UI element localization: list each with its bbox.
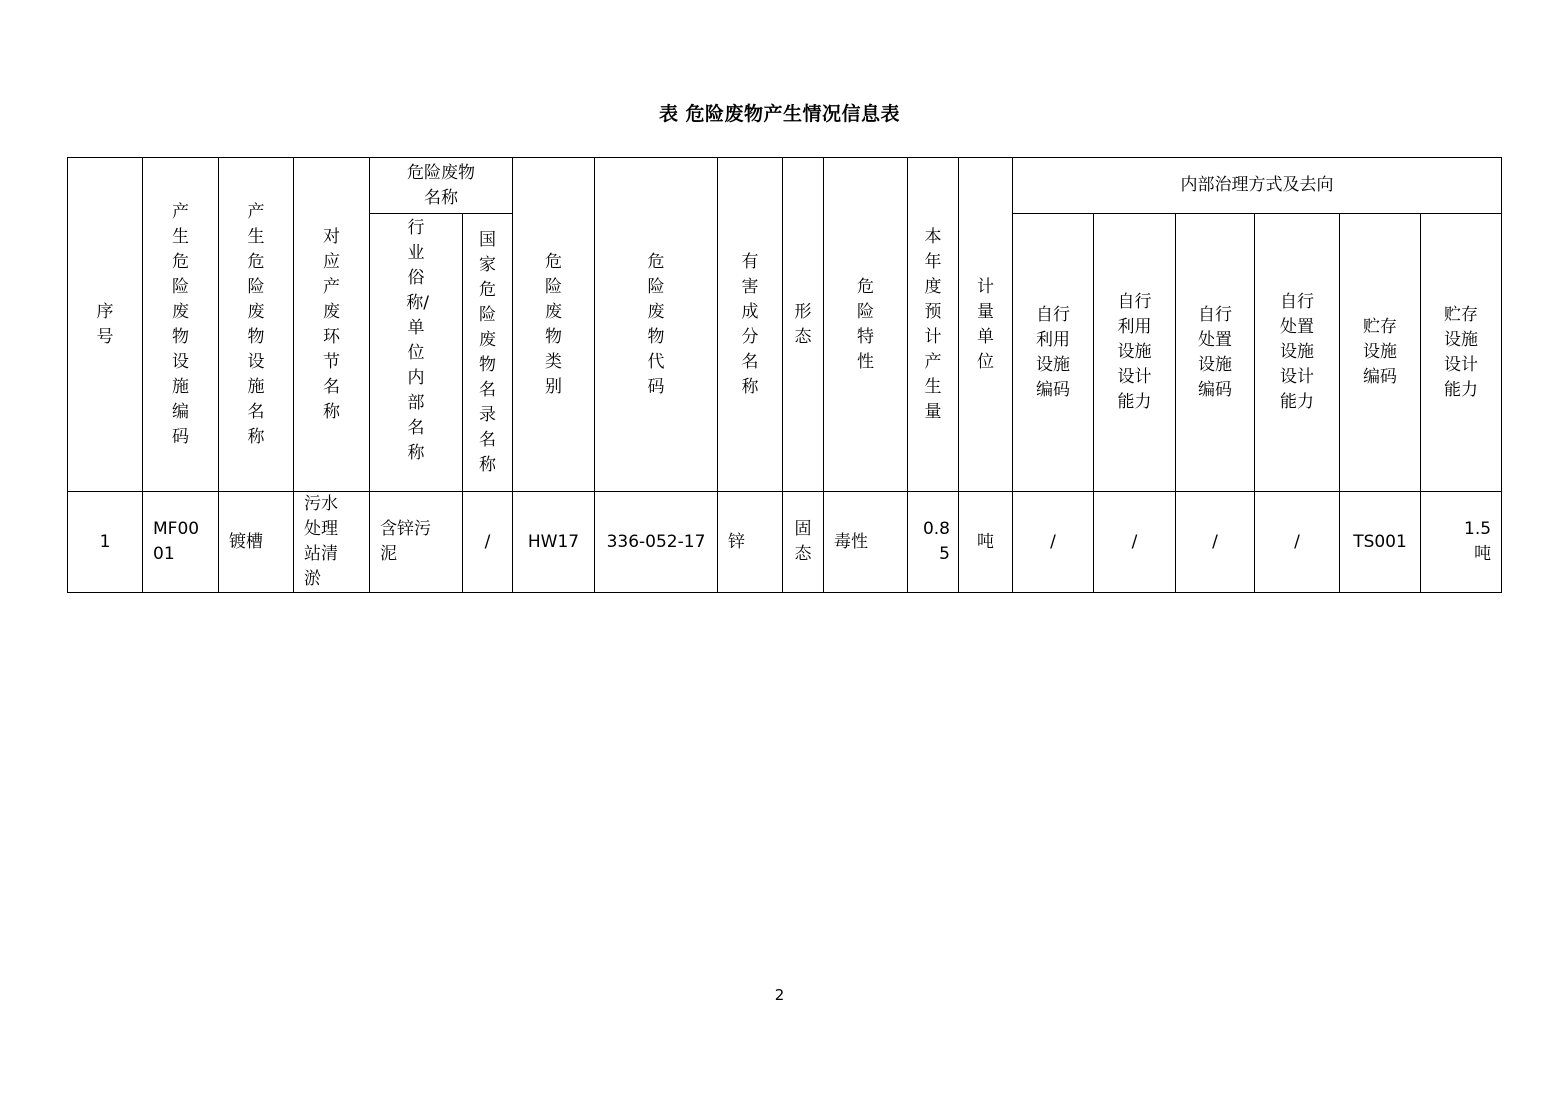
cell-self-dispose-capacity: / (1255, 492, 1340, 593)
header-seq: 序号 (68, 158, 143, 492)
header-self-dispose-code: 自行处置设施编码 (1176, 214, 1255, 492)
header-self-use-code: 自行利用设施编码 (1013, 214, 1094, 492)
header-self-use-capacity: 自行利用设施设计能力 (1094, 214, 1176, 492)
cell-code: 336-052-17 (595, 492, 718, 593)
cell-harmful: 锌 (718, 492, 783, 593)
header-storage-capacity: 贮存设施设计能力 (1421, 214, 1502, 492)
header-unit: 计量单位 (959, 158, 1013, 492)
cell-category: HW17 (513, 492, 595, 593)
header-self-dispose-capacity: 自行处置设施设计能力 (1255, 214, 1340, 492)
header-facility-code: 产生危险废物设施编码 (143, 158, 219, 492)
cell-unit: 吨 (959, 492, 1013, 593)
header-facility-name: 产生危险废物设施名称 (219, 158, 294, 492)
page-number: 2 (774, 986, 785, 1004)
cell-facility-name: 镀槽 (219, 492, 294, 593)
header-process: 对应产废环节名称 (294, 158, 370, 492)
header-storage-code: 贮存设施编码 (1340, 214, 1421, 492)
cell-hazard: 毒性 (824, 492, 908, 593)
header-row-1 (68, 158, 1502, 214)
cell-self-use-code: / (1013, 492, 1094, 593)
header-code: 危险废物代码 (595, 158, 718, 492)
header-industry-name: 行业俗称/单位内部名称 (370, 214, 463, 492)
cell-self-dispose-code: / (1176, 492, 1255, 593)
table-title: 表 危险废物产生情况信息表 (658, 103, 901, 125)
header-annual: 本年度预计产生量 (908, 158, 959, 492)
header-harmful: 有害成分名称 (718, 158, 783, 492)
header-category: 危险废物类别 (513, 158, 595, 492)
hazardous-waste-table (67, 157, 1502, 593)
cell-annual: 0.85 (908, 492, 959, 593)
cell-process: 污水处理站清淤 (294, 492, 370, 593)
header-waste-name-group: 危险废物名称 (370, 158, 513, 214)
table-row (68, 492, 1502, 593)
header-national-name: 国家危险废物名录名称 (463, 214, 513, 492)
cell-industry-name: 含锌污泥 (370, 492, 463, 593)
header-hazard: 危险特性 (824, 158, 908, 492)
cell-form: 固态 (783, 492, 824, 593)
cell-facility-code: MF0001 (143, 492, 219, 593)
header-form: 形态 (783, 158, 824, 492)
cell-self-use-capacity: / (1094, 492, 1176, 593)
cell-seq: 1 (68, 492, 143, 593)
cell-national-name: / (463, 492, 513, 593)
cell-storage-capacity: 1.5吨 (1421, 492, 1502, 593)
header-internal-group: 内部治理方式及去向 (1013, 158, 1502, 214)
cell-storage-code: TS001 (1340, 492, 1421, 593)
